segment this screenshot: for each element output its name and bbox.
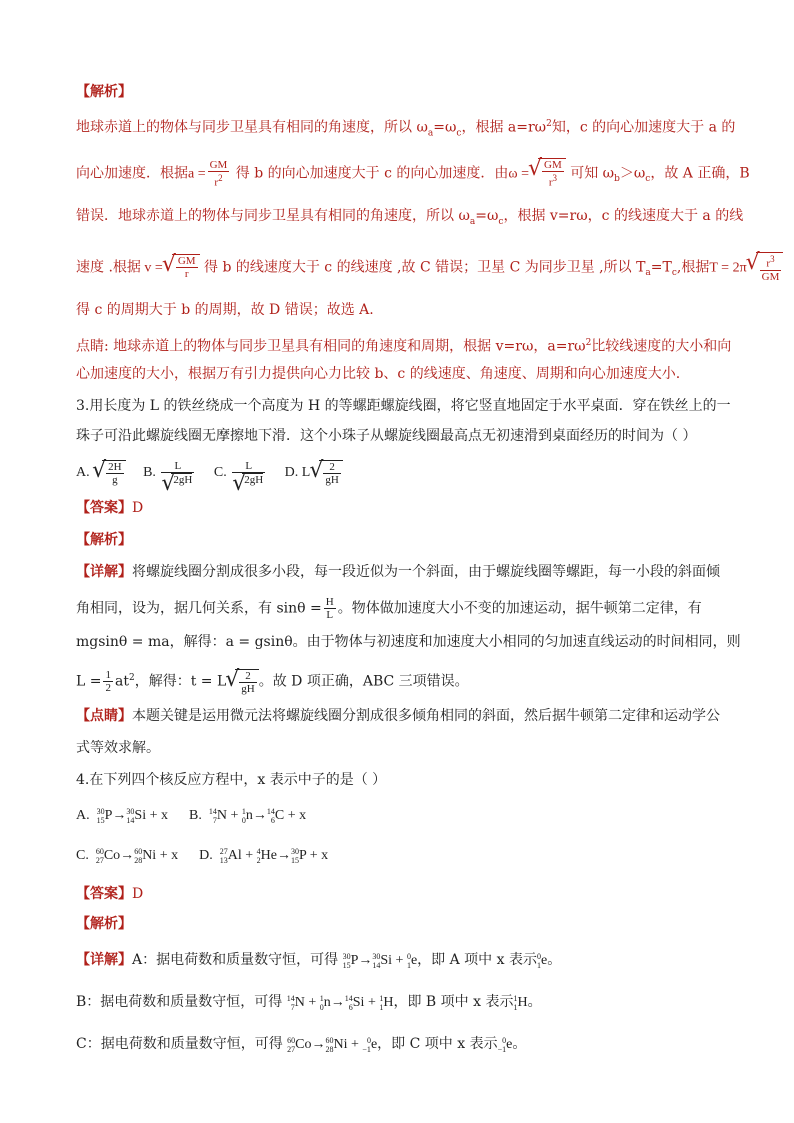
- tip-line-1: 点睛: 地球赤道上的物体与同步卫星具有相同的角速度和周期，根据 v=rω，$a=r\omega^2$比较线速度的大小和向: [76, 338, 732, 355]
- detail-3-line-4: L = $\frac{1}{2}$ $at^2$，解得：t = L √ $\frac{2}{gH}$ 。故 D 项正确，ABC 三项错误。: [76, 668, 469, 695]
- detail-4-line-c: C：据电荷数和质量数守恒，可得 60 27 Co→ 60 28 Ni + 0 −1 e，即 C 项中 x 表示 0 −1 e。: [76, 1035, 527, 1054]
- question-4-options-cd: C. 60 27 Co→ 60 28 Ni + x D. 27 13 Al + 4 2 He→ 30 15 P + x: [76, 846, 329, 865]
- tip-3-line-2: 式等效求解。: [76, 740, 160, 756]
- option-b-label: B.: [143, 465, 156, 481]
- answer-3: 【答案】D: [76, 500, 144, 516]
- detail-3-line-2: 角相同，设为，据几何关系，有 sinθ = $\frac{H}{L}$ 。物体做加速度大小不变的加速运动，据牛顿第二定律，有: [76, 596, 702, 621]
- tip-line-2: 心加速度的大小，根据万有引力提供向心力比较 b、c 的线速度、角速度、周期和向心加速度大小.: [76, 366, 681, 382]
- analysis-line-2: 向心加速度．根据a = $\frac{GM}{r^2}$ 得 b 的向心加速度大于 c 的向心加速度．由ω = √ $\frac{GM}{r^3}$ 可知 $\omega_b>\omega_c$，故 A 正确，B: [76, 158, 750, 189]
- option-a-label: A.: [76, 465, 90, 481]
- analysis-4-heading: 【解析】: [76, 916, 132, 932]
- detail-4-line-b: B：据电荷数和质量数守恒，可得 14 7 N + 1 0 n→ 14 6 Si + 1 1 H，即 B 项中 x 表示 1 1 H。: [76, 993, 542, 1012]
- analysis-heading: 【解析】: [76, 84, 132, 100]
- option-a-label: A.: [76, 808, 90, 823]
- analysis-line-4: 速度 .根据 v = √ $\frac{GM}{r}$ 得 b 的线速度大于 c 的线速度 ,故 C 错误；卫星 C 为同步卫星 ,所以 $T_a=T_c$,根据T = 2π √ $\frac{r^3}{GM}$: [76, 252, 783, 283]
- question-3-line-2: 珠子可沿此螺旋线圈无摩擦地下滑．这个小珠子从螺旋线圈最高点无初速滑到桌面经历的时间为（ ）: [76, 428, 697, 444]
- question-4-title: 4.在下列四个核反应方程中，x 表示中子的是（ ）: [76, 772, 387, 788]
- option-c-label: C.: [76, 848, 89, 863]
- question-3-line-1: 3.用长度为 L 的铁丝绕成一个高度为 H 的等螺距螺旋线圈，将它竖直地固定于水平桌面．穿在铁丝上的一: [76, 398, 731, 414]
- detail-3-line-3: mgsinθ = ma，解得：a = gsinθ。由于物体与初速度和加速度大小相同的匀加速直线运动的时间相同，则: [76, 634, 741, 650]
- analysis-line-1: 地球赤道上的物体与同步卫星具有相同的角速度，所以 $\omega_a=\omega_c$，根据 $a=r\omega^2$知，c 的向心加速度大于 a 的: [76, 119, 736, 139]
- option-c-label: C.: [213, 465, 227, 481]
- analysis-line-5: 得 c 的周期大于 b 的周期，故 D 错误；故选 A.: [76, 302, 374, 318]
- answer-4: 【答案】D: [76, 886, 144, 902]
- option-b-label: B.: [189, 808, 202, 823]
- question-3-options: A. √ $\frac{2H}{g}$ B. L √ 2gH C. L √ 2gH D. L √ $\frac{2}{gH}$: [76, 460, 343, 486]
- tip-3-line-1: 【点睛】本题关键是运用微元法将螺旋线圈分割成很多倾角相同的斜面，然后据牛顿第二定律和运动学公: [76, 708, 720, 724]
- analysis-3-heading: 【解析】: [76, 532, 132, 548]
- question-4-options-ab: A. 30 15 P→ 30 14 Si + x B. 14 7 N + 1 0 n→ 14 6 C + x: [76, 806, 307, 825]
- detail-4-line-a: 【详解】A：据电荷数和质量数守恒，可得 30 15 P→ 30 14 Si + 0 1 e，即 A 项中 x 表示 0 1 e。: [76, 951, 562, 970]
- option-d-label: D.: [284, 465, 299, 481]
- analysis-line-3: 错误．地球赤道上的物体与同步卫星具有相同的角速度，所以 $\omega_a=\omega_c$，根据 v=rω，c 的线速度大于 a 的线: [76, 208, 744, 227]
- option-d-label: D.: [199, 848, 213, 863]
- detail-3-line-1: 【详解】将螺旋线圈分割成很多小段，每一段近似为一个斜面，由于螺旋线圈等螺距，每一小段的斜面倾: [76, 564, 720, 580]
